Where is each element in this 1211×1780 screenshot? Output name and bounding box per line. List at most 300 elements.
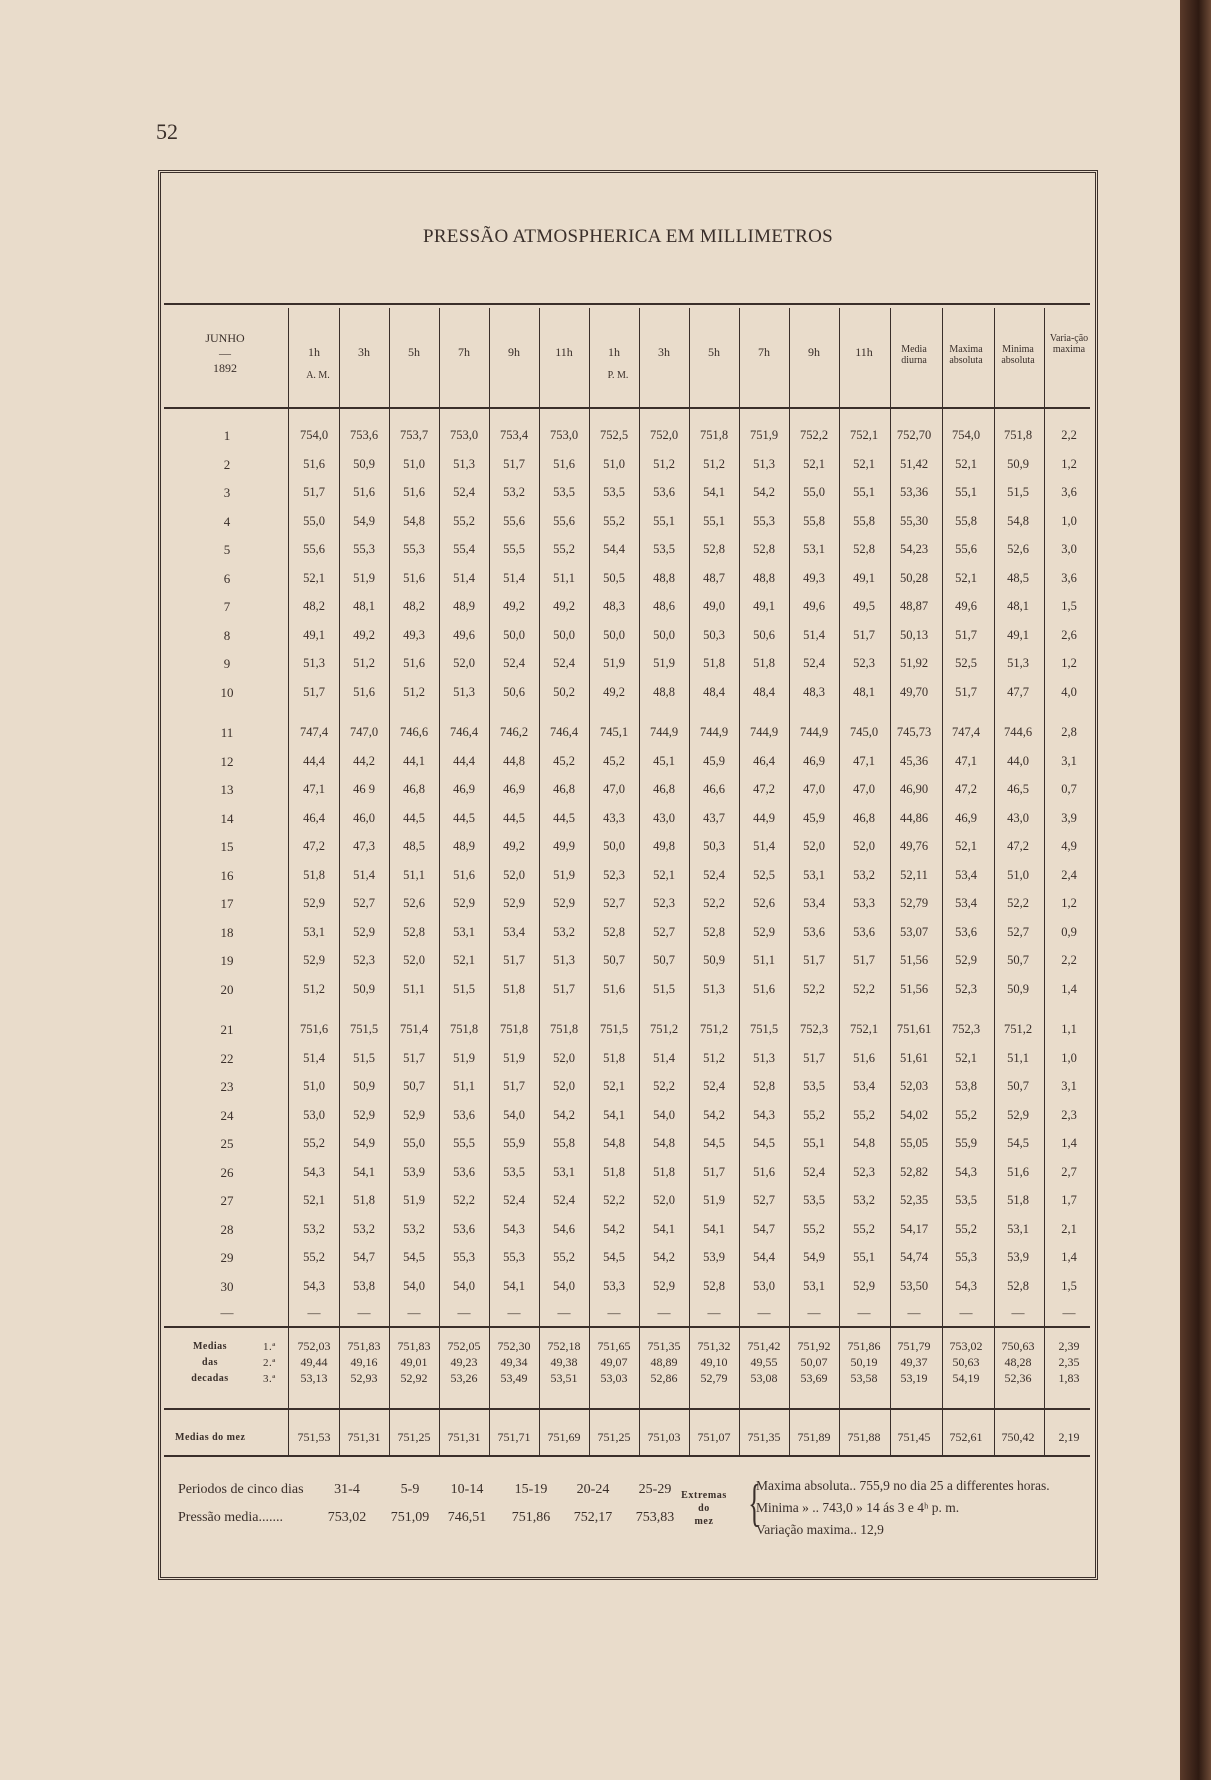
table-cell: 54,0	[653, 1107, 675, 1122]
day-label: 13	[220, 782, 234, 797]
hour-header: 7h	[758, 345, 770, 359]
table-cell: 51,7	[955, 684, 977, 699]
table-cell: 52,4	[503, 1193, 525, 1207]
table-cell: 44,5	[553, 810, 575, 825]
table-cell: 52,79	[899, 896, 929, 910]
table-cell: 54,3	[303, 1164, 325, 1179]
table-cell: 46,6	[703, 782, 725, 796]
table-cell: 52,0	[553, 1079, 575, 1093]
table-cell: 2,2	[1061, 953, 1077, 967]
table-cell: 52,7	[753, 1193, 775, 1207]
table-cell: 53,07	[899, 924, 929, 939]
table-cell: 48,5	[1007, 570, 1029, 585]
extrema-variacao: Variação maxima.. 12,9	[756, 1522, 884, 1537]
table-cell: 55,2	[303, 1250, 325, 1264]
table-cell: 48,7	[703, 570, 725, 585]
table-cell: 49,76	[899, 839, 929, 853]
table-cell: 51,5	[353, 1050, 375, 1065]
table-cell: 55,2	[303, 1136, 325, 1150]
table-cell: 753,4	[499, 428, 529, 442]
table-cell: 51,9	[603, 656, 625, 670]
table-cell: 55,5	[503, 542, 525, 556]
table-cell: 746,6	[399, 725, 429, 739]
table-cell: 51,7	[803, 1050, 825, 1065]
extrema-minima: Minima » .. 743,0 » 14 ás 3 e 4ʰ p. m.	[756, 1500, 960, 1515]
periodo-value: 31-4	[334, 1482, 360, 1497]
table-cell: 52,9	[753, 924, 775, 939]
hour-header: 1h	[308, 345, 320, 359]
table-cell: 54,3	[503, 1221, 525, 1236]
table-cell: 55,2	[553, 542, 575, 556]
periodo-value: 5-9	[400, 1482, 420, 1497]
table-cell: 48,1	[853, 684, 875, 699]
table-cell: 52,4	[553, 656, 575, 670]
decada-cell: 48,28	[1004, 1355, 1032, 1369]
table-cell: 752,2	[799, 428, 829, 442]
table-cell: 55,8	[955, 513, 977, 528]
dash-mark: —	[757, 1305, 771, 1320]
day-label: 18	[220, 924, 234, 940]
table-cell: 54,3	[753, 1107, 775, 1122]
table-cell: 51,9	[403, 1193, 425, 1207]
table-cell: 51,6	[753, 981, 775, 996]
day-label: 1	[223, 428, 231, 443]
table-cell: 49,6	[955, 599, 977, 613]
table-cell: 1,7	[1061, 1193, 1077, 1207]
table-cell: 44,4	[453, 753, 475, 768]
table-cell: 51,9	[553, 867, 575, 882]
table-cell: 44,1	[403, 753, 425, 768]
table-cell: 51,5	[653, 981, 675, 996]
table-cell: 752,1	[849, 1022, 879, 1036]
table-cell: 51,6	[353, 485, 375, 499]
table-cell: 51,9	[353, 570, 375, 585]
table-cell: 52,0	[503, 867, 525, 882]
table-cell: 52,4	[703, 1079, 725, 1093]
table-cell: 49,0	[703, 599, 725, 613]
table-cell: 55,2	[955, 1221, 977, 1236]
table-cell: 53,1	[453, 924, 475, 939]
dash-mark: —	[959, 1305, 973, 1320]
table-cell: 51,2	[703, 456, 725, 471]
table-cell: 52,1	[955, 1050, 977, 1065]
table-cell: 48,9	[453, 599, 475, 613]
hour-header: 11h	[855, 345, 873, 359]
table-cell: 54,6	[553, 1221, 575, 1236]
table-cell: 51,2	[653, 456, 675, 471]
decada-cell: 53,08	[750, 1371, 778, 1385]
decada-cell: 2,35	[1058, 1355, 1080, 1369]
table-cell: 50,7	[1007, 953, 1029, 967]
monthly-mean-cell: 750,42	[1001, 1430, 1035, 1444]
table-cell: 53,9	[403, 1164, 425, 1179]
dash-mark: —	[807, 1305, 821, 1320]
table-cell: 753,0	[549, 428, 579, 442]
table-cell: 53,2	[403, 1221, 425, 1236]
table-cell: 51,9	[653, 656, 675, 670]
periodo-value: 25-29	[638, 1482, 672, 1497]
stat-header: Varia-ção maxima	[1049, 333, 1089, 355]
table-cell: 52,8	[703, 1278, 725, 1293]
table-cell: 49,3	[803, 570, 825, 585]
year-label: 1892	[213, 361, 237, 375]
table-cell: 53,6	[853, 924, 875, 939]
table-cell: 47,2	[303, 839, 325, 853]
table-cell: 51,6	[453, 867, 475, 882]
table-cell: 54,7	[753, 1221, 775, 1236]
decada-cell: 53,69	[800, 1371, 828, 1385]
table-cell: 52,9	[353, 924, 375, 939]
table-cell: 53,5	[603, 485, 625, 499]
table-cell: 4,0	[1061, 684, 1077, 699]
table-cell: 53,5	[803, 1079, 825, 1093]
table-cell: 49,1	[1007, 627, 1029, 642]
table-cell: 51,1	[1007, 1050, 1029, 1065]
periodos-label: Periodos de cinco dias	[178, 1482, 304, 1497]
table-cell: 55,3	[955, 1250, 977, 1264]
table-cell: 52,03	[899, 1079, 929, 1093]
table-cell: 55,2	[853, 1221, 875, 1236]
table-cell: 2,7	[1061, 1164, 1077, 1179]
day-label: 3	[223, 485, 231, 500]
table-cell: 51,4	[303, 1050, 325, 1065]
table-cell: 52,3	[955, 981, 977, 996]
table-cell: 52,9	[553, 896, 575, 910]
hour-header: 9h	[808, 345, 820, 359]
table-cell: 751,6	[299, 1022, 329, 1036]
table-cell: 1,0	[1061, 513, 1077, 528]
dash-mark: —	[457, 1305, 471, 1320]
periodo-value: 15-19	[514, 1482, 548, 1497]
table-cell: 1,4	[1061, 1136, 1077, 1150]
decada-cell: 53,49	[500, 1371, 528, 1385]
table-cell: 55,8	[553, 1136, 575, 1150]
table-cell: 51,7	[703, 1164, 725, 1179]
decada-cell: 49,07	[600, 1355, 628, 1369]
table-cell: 51,2	[403, 684, 425, 699]
table-cell: 50,7	[403, 1079, 425, 1093]
table-cell: 52,4	[503, 656, 525, 670]
table-cell: 51,8	[753, 656, 775, 670]
table-cell: 751,61	[896, 1022, 932, 1036]
table-cell: 52,2	[703, 896, 725, 910]
pressao-value: 753,02	[327, 1510, 367, 1525]
table-cell: 50,5	[603, 570, 625, 585]
table-cell: 52,2	[853, 981, 875, 996]
table-cell: 51,7	[853, 627, 875, 642]
monthly-mean-cell: 751,03	[647, 1430, 681, 1444]
table-cell: 54,1	[703, 485, 725, 499]
table-cell: 53,5	[803, 1193, 825, 1207]
table-cell: 55,6	[955, 542, 977, 556]
table-cell: 752,5	[599, 428, 629, 442]
table-cell: 48,4	[753, 684, 775, 699]
table-cell: 52,4	[803, 656, 825, 670]
table-cell: 51,0	[303, 1079, 325, 1093]
decada-cell: 49,38	[550, 1355, 578, 1369]
table-cell: 55,30	[899, 513, 929, 528]
month-dash: —	[219, 346, 231, 360]
table-cell: 52,4	[703, 867, 725, 882]
table-cell: 51,1	[553, 570, 575, 585]
day-label: 29	[220, 1250, 234, 1265]
table-cell: 48,8	[753, 570, 775, 585]
table-cell: 53,50	[899, 1278, 929, 1293]
table-cell: 45,9	[803, 810, 825, 825]
table-cell: 49,1	[853, 570, 875, 585]
table-cell: 52,9	[853, 1278, 875, 1293]
table-cell: 45,2	[553, 753, 575, 768]
table-cell: 54,8	[1007, 513, 1029, 528]
table-cell: 0,7	[1061, 782, 1077, 796]
table-cell: 50,9	[1007, 981, 1029, 996]
table-cell: 54,2	[603, 1221, 625, 1236]
table-cell: 51,0	[1007, 867, 1029, 882]
day-label: 4	[223, 513, 231, 529]
day-label: 30	[220, 1278, 234, 1294]
table-cell: 752,3	[799, 1022, 829, 1036]
table-cell: 51,6	[553, 456, 575, 471]
table-cell: 47,0	[603, 782, 625, 796]
table-cell: 49,2	[353, 627, 375, 642]
decada-cell: 53,19	[900, 1371, 928, 1385]
table-cell: 48,8	[653, 684, 675, 699]
table-cell: 54,02	[899, 1107, 929, 1122]
table-cell: 51,6	[303, 456, 325, 471]
table-cell: 52,6	[753, 896, 775, 910]
table-cell: 50,9	[353, 1079, 375, 1093]
table-cell: 55,6	[553, 513, 575, 528]
table-cell: 53,9	[703, 1250, 725, 1264]
decada-cell: 49,23	[450, 1355, 478, 1369]
table-cell: 51,1	[403, 867, 425, 882]
table-cell: 54,8	[603, 1136, 625, 1150]
table-cell: 51,4	[753, 839, 775, 853]
table-cell: 53,6	[453, 1164, 475, 1179]
table-cell: 51,7	[553, 981, 575, 996]
table-cell: 49,1	[753, 599, 775, 613]
table-cell: 753,7	[399, 428, 429, 442]
dash-mark: —	[1011, 1305, 1025, 1320]
table-cell: 46,90	[899, 782, 929, 796]
table-cell: 51,5	[1007, 485, 1029, 499]
table-cell: 55,2	[553, 1250, 575, 1264]
table-cell: 52,6	[1007, 542, 1029, 556]
day-label: 22	[220, 1050, 234, 1066]
table-cell: 50,0	[603, 627, 625, 642]
decada-cell: 752,18	[547, 1339, 581, 1353]
table-cell: 52,8	[603, 924, 625, 939]
pressao-label: Pressão media.......	[178, 1510, 283, 1525]
table-cell: 49,3	[403, 627, 425, 642]
table-cell: 51,3	[753, 1050, 775, 1065]
table-cell: 52,2	[653, 1079, 675, 1093]
table-cell: 53,6	[453, 1221, 475, 1236]
table-cell: 51,3	[453, 684, 475, 699]
table-cell: 51,4	[803, 627, 825, 642]
table-cell: 53,5	[955, 1193, 977, 1207]
decada-cell: 49,37	[900, 1355, 928, 1369]
table-cell: 52,0	[403, 953, 425, 967]
table-cell: 52,9	[955, 953, 977, 967]
table-cell: 55,2	[453, 513, 475, 528]
table-cell: 50,9	[703, 953, 725, 967]
table-cell: 53,6	[803, 924, 825, 939]
monthly-mean-cell: 751,88	[847, 1430, 881, 1444]
table-cell: 44,5	[503, 810, 525, 825]
table-cell: 49,2	[603, 684, 625, 699]
table-cell: 51,7	[503, 456, 525, 471]
table-cell: 51,6	[403, 485, 425, 499]
table-cell: 744,9	[799, 725, 829, 739]
table-cell: 46,9	[503, 782, 525, 796]
extremas-label: do	[698, 1503, 710, 1514]
table-cell: 53,2	[853, 1193, 875, 1207]
table-cell: 50,7	[653, 953, 675, 967]
table-cell: 55,1	[703, 513, 725, 528]
decada-cell: 752,03	[297, 1339, 331, 1353]
table-cell: 44,9	[753, 810, 775, 825]
table-cell: 754,0	[951, 428, 981, 442]
table-cell: 54,3	[303, 1278, 325, 1293]
table-cell: 51,5	[453, 981, 475, 996]
table-cell: 55,0	[303, 513, 325, 528]
summary-top-rule	[164, 1326, 1090, 1328]
table-cell: 55,1	[653, 513, 675, 528]
table-cell: 50,7	[1007, 1079, 1029, 1093]
hour-header: 7h	[458, 345, 470, 359]
table-cell: 44,8	[503, 753, 525, 768]
table-cell: 747,4	[299, 725, 329, 739]
table-cell: 52,8	[703, 924, 725, 939]
table-cell: 55,3	[753, 513, 775, 528]
decada-cell: 53,58	[850, 1371, 878, 1385]
table-cell: 752,70	[896, 428, 932, 442]
table-cell: 55,1	[853, 1250, 875, 1264]
table-cell: 51,6	[853, 1050, 875, 1065]
table-cell: 53,1	[303, 924, 325, 939]
table-cell: 53,4	[955, 867, 977, 882]
day-label: 27	[220, 1193, 234, 1208]
table-cell: 52,35	[899, 1193, 929, 1207]
decada-cell: 751,42	[747, 1339, 781, 1353]
table-cell: 51,2	[303, 981, 325, 996]
table-cell: 55,6	[303, 542, 325, 556]
hour-header: 5h	[408, 345, 420, 359]
dash-mark: —	[307, 1305, 321, 1320]
decada-cell: 52,79	[700, 1371, 728, 1385]
table-cell: 53,8	[955, 1079, 977, 1093]
table-cell: 3,1	[1061, 753, 1077, 768]
hour-header: 3h	[358, 345, 370, 359]
monthly-mean-cell: 751,25	[397, 1430, 431, 1444]
table-cell: 52,9	[303, 896, 325, 910]
table-cell: 751,5	[599, 1022, 629, 1036]
table-cell: 51,8	[703, 656, 725, 670]
table-cell: 55,4	[453, 542, 475, 556]
table-cell: 1,0	[1061, 1050, 1077, 1065]
table-cell: 52,3	[653, 896, 675, 910]
table-cell: 2,2	[1061, 428, 1077, 442]
table-cell: 51,7	[303, 684, 325, 699]
table-cell: 48,1	[1007, 599, 1029, 613]
dash-mark: —	[220, 1305, 234, 1320]
table-cell: 55,3	[453, 1250, 475, 1264]
table-cell: 54,8	[853, 1136, 875, 1150]
table-cell: 49,70	[899, 684, 929, 699]
decada-cell: 52,86	[650, 1371, 678, 1385]
table-cell: 49,9	[553, 839, 575, 853]
decada-cell: 751,65	[597, 1339, 631, 1353]
table-cell: 48,5	[403, 839, 425, 853]
table-cell: 55,3	[353, 542, 375, 556]
table-cell: 52,1	[955, 839, 977, 853]
table-cell: 753,6	[349, 428, 379, 442]
decada-cell: 49,16	[350, 1355, 378, 1369]
table-cell: 1,4	[1061, 1250, 1077, 1264]
table-cell: 51,3	[753, 456, 775, 471]
table-cell: 53,2	[553, 924, 575, 939]
table-cell: 54,7	[353, 1250, 375, 1264]
dash-mark: —	[657, 1305, 671, 1320]
table-cell: 1,4	[1061, 981, 1077, 996]
table-cell: 53,4	[503, 924, 525, 939]
table-cell: 54,1	[503, 1278, 525, 1293]
table-cell: 52,0	[853, 839, 875, 853]
table-cell: 53,8	[353, 1278, 375, 1293]
table-cell: 54,2	[753, 485, 775, 499]
table-cell: 51,8	[653, 1164, 675, 1179]
table-cell: 52,8	[753, 542, 775, 556]
table-cell: 2,8	[1061, 725, 1077, 739]
decada-cell: 751,32	[697, 1339, 731, 1353]
table-cell: 46,9	[453, 782, 475, 796]
decadas-label: Medias	[192, 1341, 228, 1352]
pressao-value: 752,17	[573, 1510, 613, 1525]
table-cell: 54,23	[899, 542, 929, 556]
table-cell: 51,6	[753, 1164, 775, 1179]
table-cell: 54,2	[553, 1107, 575, 1122]
table-cell: 51,1	[403, 981, 425, 996]
table-cell: 54,4	[753, 1250, 775, 1264]
table-cell: 48,9	[453, 839, 475, 853]
table-cell: 52,9	[353, 1107, 375, 1122]
table-cell: 48,3	[803, 684, 825, 699]
table-cell: 48,3	[603, 599, 625, 613]
table-cell: 52,3	[353, 953, 375, 967]
table-title: PRESSÃO ATMOSPHERICA EM MILLIMETROS	[422, 226, 834, 247]
page-number: 52	[156, 119, 178, 144]
decada-cell: 52,36	[1004, 1371, 1032, 1385]
monthly-mean-cell: 751,71	[497, 1430, 531, 1444]
table-cell: 54,17	[899, 1221, 929, 1236]
table-cell: 53,2	[353, 1221, 375, 1236]
day-label: 26	[220, 1164, 234, 1180]
decada-cell: 49,01	[400, 1355, 428, 1369]
table-cell: 52,11	[900, 867, 928, 882]
table-cell: 51,7	[955, 627, 977, 642]
monthly-mean-cell: 751,35	[747, 1430, 781, 1444]
table-cell: 1,2	[1061, 656, 1077, 670]
table-cell: 47,3	[353, 839, 375, 853]
table-cell: 50,7	[603, 953, 625, 967]
table-cell: 54,9	[803, 1250, 825, 1264]
monthly-mean-cell: 751,69	[547, 1430, 581, 1444]
table-cell: 46,5	[1007, 782, 1029, 796]
table-cell: 51,61	[899, 1050, 929, 1065]
table-cell: 55,2	[955, 1107, 977, 1122]
table-cell: 54,5	[703, 1136, 725, 1150]
